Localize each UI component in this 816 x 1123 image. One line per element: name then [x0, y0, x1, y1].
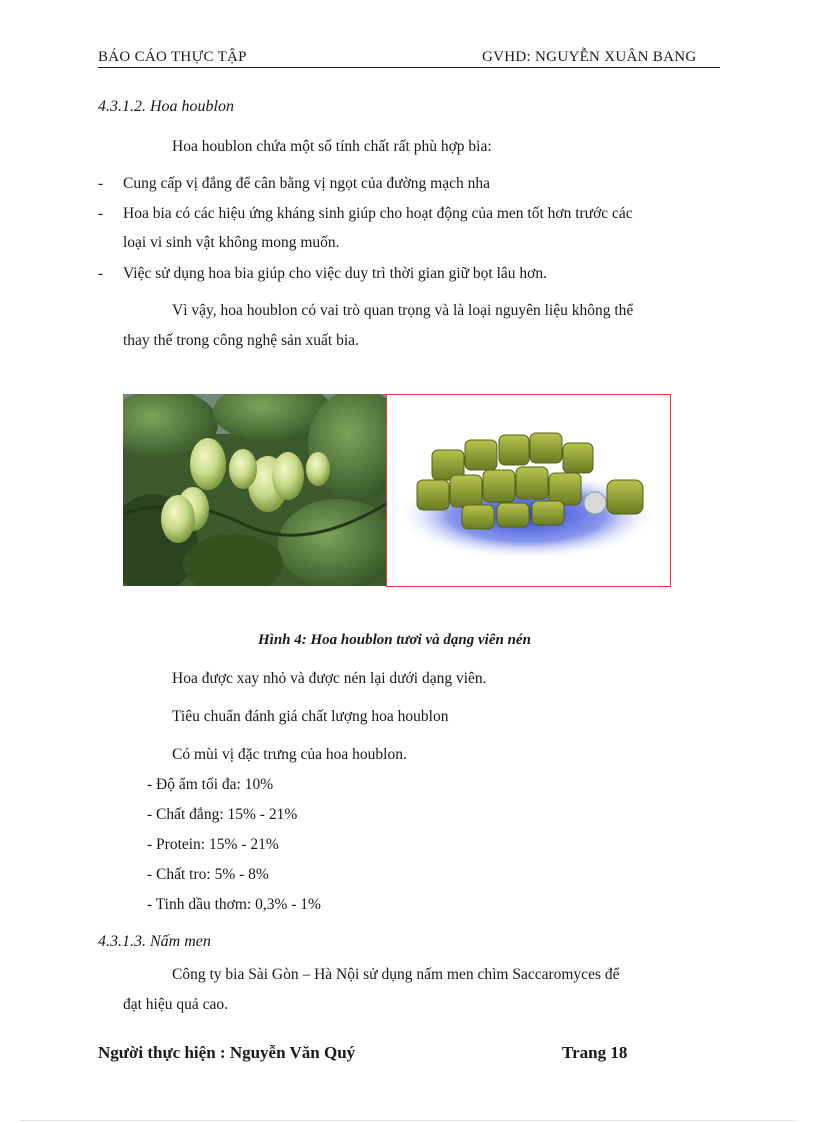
criteria-moisture: - Độ ẩm tối đa: 10%: [147, 776, 274, 793]
footer-author: Người thực hiện : Nguyễn Văn Quý: [98, 1043, 356, 1062]
hops-intro: Hoa houblon chứa một số tính chất rất phù hợp bia:: [172, 138, 492, 155]
header-report-title: BÁO CÁO THỰC TẬP: [98, 49, 247, 65]
aroma-requirement: Có mùi vị đặc trưng của hoa houblon.: [172, 746, 407, 763]
criteria-essential-oil: - Tinh dầu thơm: 0,3% - 1%: [147, 896, 321, 913]
bullet-dash: -: [98, 265, 104, 282]
hop-pellets-photo: [386, 394, 671, 587]
bullet-dash: -: [98, 205, 104, 222]
quality-criteria-title: Tiêu chuẩn đánh giá chất lượng hoa houblon: [172, 708, 449, 725]
yeast-paragraph-line-1: Công ty bia Sài Gòn – Hà Nội sử dụng nấm men chìm Saccaromyces để: [172, 966, 620, 983]
yeast-paragraph-line-2: đạt hiệu quả cao.: [123, 996, 229, 1013]
hops-bullet-2-cont: loại vi sinh vật không mong muốn.: [123, 234, 340, 251]
criteria-ash: - Chất tro: 5% - 8%: [147, 866, 269, 883]
criteria-bitterness: - Chất đắng: 15% - 21%: [147, 806, 298, 823]
hops-paragraph-line-2: thay thế trong công nghệ sản xuất bia.: [123, 332, 359, 349]
hops-bullet-3: Việc sử dụng hoa bia giúp cho việc duy trì thời gian giữ bọt lâu hơn.: [123, 265, 547, 282]
pellet-description: Hoa được xay nhỏ và được nén lại dưới dạng viên.: [172, 670, 487, 687]
footer-page-number: Trang 18: [562, 1043, 628, 1062]
bullet-dash: -: [98, 175, 104, 192]
header-supervisor: GVHD: NGUYỄN XUÂN BANG: [482, 49, 697, 65]
page-bottom-dotted-rule: [20, 1120, 796, 1121]
hops-bullet-1: Cung cấp vị đắng để cân bằng vị ngọt của đường mạch nha: [123, 175, 490, 192]
hops-paragraph-line-1: Vì vậy, hoa houblon có vai trò quan trọng và là loại nguyên liệu không thể: [172, 302, 634, 319]
header-rule: [98, 67, 720, 68]
section-heading-yeast: 4.3.1.3. Nấm men: [98, 933, 211, 950]
fresh-hops-photo: [123, 394, 386, 586]
criteria-protein: - Protein: 15% - 21%: [147, 836, 279, 853]
figure-caption: Hình 4: Hoa houblon tươi và dạng viên nén: [258, 632, 531, 648]
hop-pellets-illustration: [387, 395, 670, 586]
fresh-hops-illustration: [123, 394, 386, 586]
hops-bullet-2: Hoa bia có các hiệu ứng kháng sinh giúp cho hoạt động của men tốt hơn trước các: [123, 205, 633, 222]
section-heading-hops: 4.3.1.2. Hoa houblon: [98, 98, 234, 115]
